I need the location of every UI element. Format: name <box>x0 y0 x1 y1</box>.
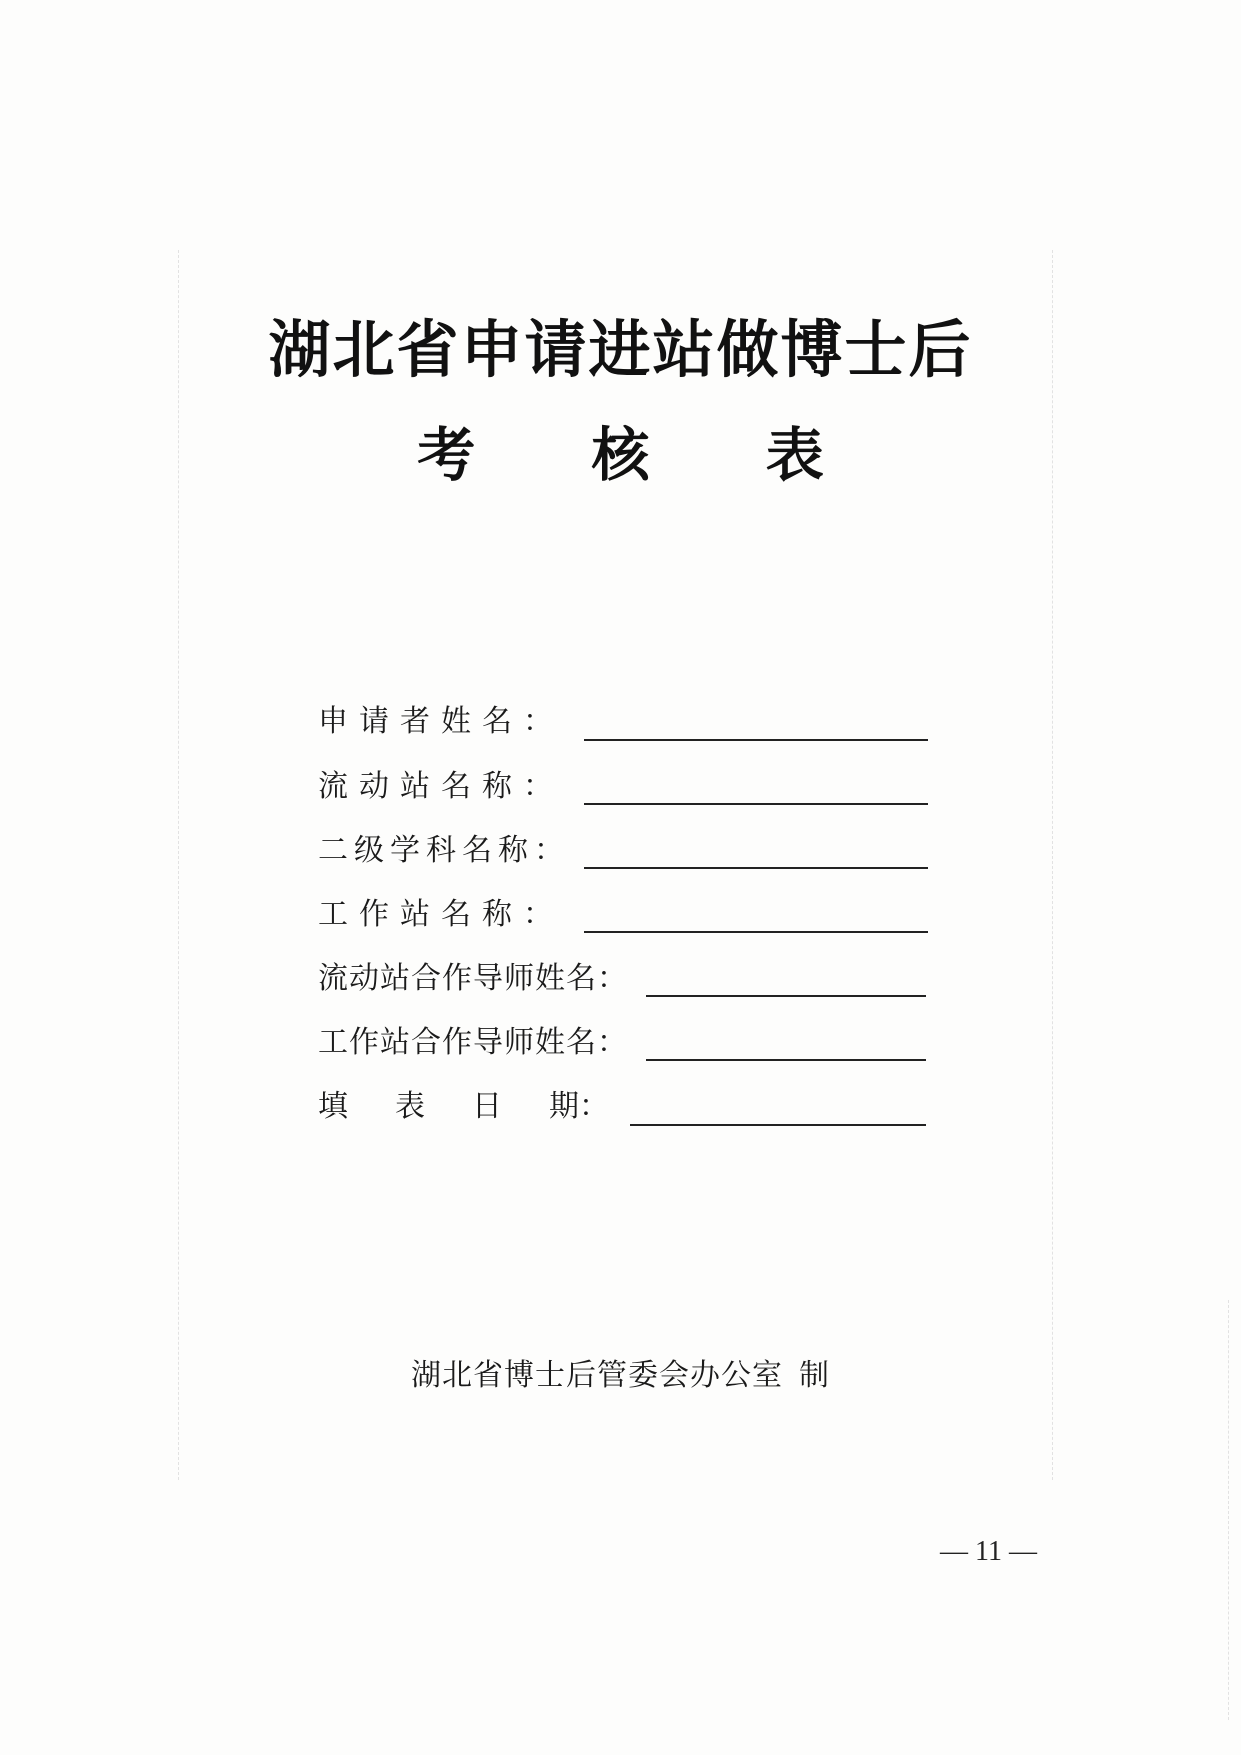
subtitle-char: 考 <box>417 421 476 489</box>
page-number: — 11 — <box>940 1536 1037 1567</box>
issuer-name: 湖北省博士后管委会办公室 <box>411 1358 783 1393</box>
workstation-name-input-line[interactable] <box>584 931 928 933</box>
subtitle-char: 核 <box>591 421 650 489</box>
field-label: 流动站名称： <box>318 769 564 804</box>
field-label: 工作站名称： <box>318 897 564 932</box>
secondary-discipline-input-line[interactable] <box>584 867 928 869</box>
subtitle-char: 表 <box>765 421 824 489</box>
field-label: 工作站合作导师姓名： <box>318 1025 628 1060</box>
field-fill-date <box>318 1083 609 1127</box>
fill-date-input-line[interactable] <box>630 1124 926 1126</box>
document-subtitle <box>0 408 1241 492</box>
issuer-suffix: 制 <box>799 1358 830 1393</box>
field-secondary-discipline <box>318 827 570 871</box>
field-label: 二级学科名称： <box>318 833 570 868</box>
field-label: 填 表 日 期： <box>318 1089 609 1124</box>
document-title: 湖北省申请进站做博士后 <box>268 313 973 386</box>
issuer-line <box>0 1350 1241 1394</box>
mobile-station-name-input-line[interactable] <box>584 803 928 805</box>
field-mobile-station-supervisor <box>318 955 628 999</box>
field-workstation-name <box>318 891 564 935</box>
field-label: 流动站合作导师姓名： <box>318 961 628 996</box>
field-mobile-station-name <box>318 763 564 807</box>
field-label: 申请者姓名： <box>318 704 564 739</box>
field-workstation-supervisor <box>318 1019 628 1063</box>
field-applicant-name <box>318 698 564 742</box>
workstation-supervisor-input-line[interactable] <box>646 1059 926 1061</box>
applicant-name-input-line[interactable] <box>584 739 928 741</box>
mobile-station-supervisor-input-line[interactable] <box>646 995 926 997</box>
